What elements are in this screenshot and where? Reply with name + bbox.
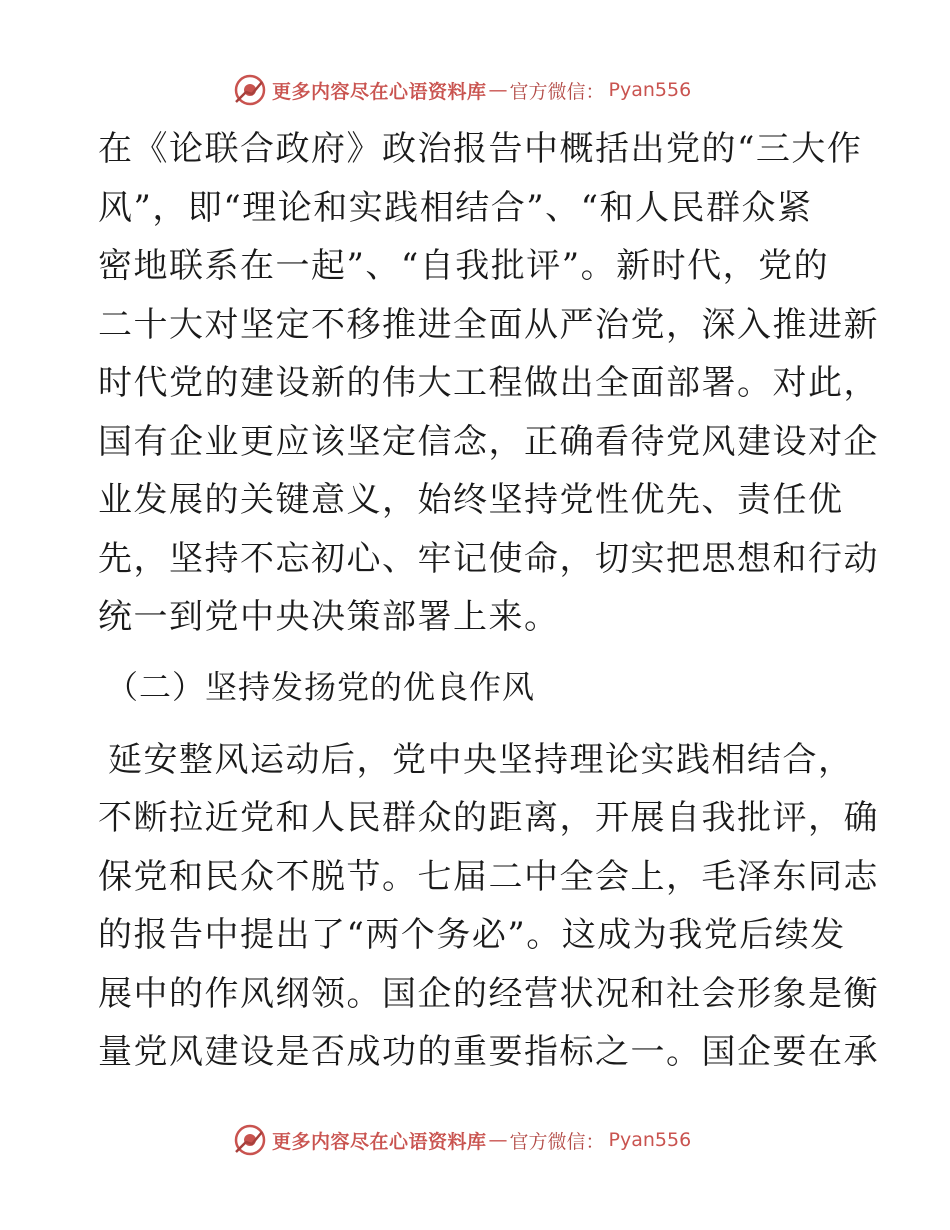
text-line: 统一到党中央决策部署上来。 [98, 597, 560, 637]
watermark-separator: — [488, 1129, 508, 1151]
watermark-official-label: 官方微信： [509, 1130, 605, 1153]
section-heading: （二）坚持发扬党的优良作风 [106, 667, 536, 706]
paragraph-1 [98, 120, 879, 647]
header-watermark [232, 70, 691, 110]
text-line: 密地联系在一起”、“自我批评”。新时代，党的 [98, 246, 830, 286]
watermark-account-id: Pyan556 [608, 79, 692, 101]
text-line: 展中的作风纲领。国企的经营状况和社会形象是衡 [98, 973, 879, 1014]
watermark-site-text: 更多内容尽在心语资料库 [272, 1130, 487, 1153]
text-line: 的报告中提出了“两个务必”。这成为我党后续发 [98, 915, 846, 955]
watermark-account-id: Pyan556 [608, 1129, 692, 1151]
text-line: 风”，即“理论和实践相结合”、“和人民群众紧 [98, 187, 813, 228]
text-line: 时代党的建设新的伟大工程做出全面部署。对此， [98, 363, 879, 403]
logo-icon [232, 72, 268, 108]
text-line: 国有企业更应该坚定信念，正确看待党风建设对企 [98, 421, 879, 462]
text-line: 先，坚持不忘初心、牢记使命，切实把思想和行动 [98, 538, 879, 579]
text-line: 不断拉近党和人民群众的距离，开展自我批评，确 [98, 798, 879, 838]
watermark-official-label: 官方微信： [509, 80, 605, 103]
footer-watermark [232, 1120, 691, 1160]
text-line: 延安整风运动后，党中央坚持理论实践相结合， [108, 739, 854, 780]
paragraph-2 [98, 731, 879, 1082]
text-line: 二十大对坚定不移推进全面从严治党，深入推进新 [98, 304, 879, 345]
text-line: 量党风建设是否成功的重要指标之一。国企要在承 [98, 1032, 879, 1072]
watermark-site-text: 更多内容尽在心语资料库 [272, 80, 487, 103]
text-line: 在《论联合政府》政治报告中概括出党的“三大作 [98, 129, 863, 169]
watermark-separator: — [488, 79, 508, 101]
document-body [98, 120, 879, 1082]
text-line: 业发展的关键意义，始终坚持党性优先、责任优 [98, 480, 844, 520]
logo-icon [232, 1122, 268, 1158]
text-line: 保党和民众不脱节。七届二中全会上，毛泽东同志 [98, 856, 879, 897]
